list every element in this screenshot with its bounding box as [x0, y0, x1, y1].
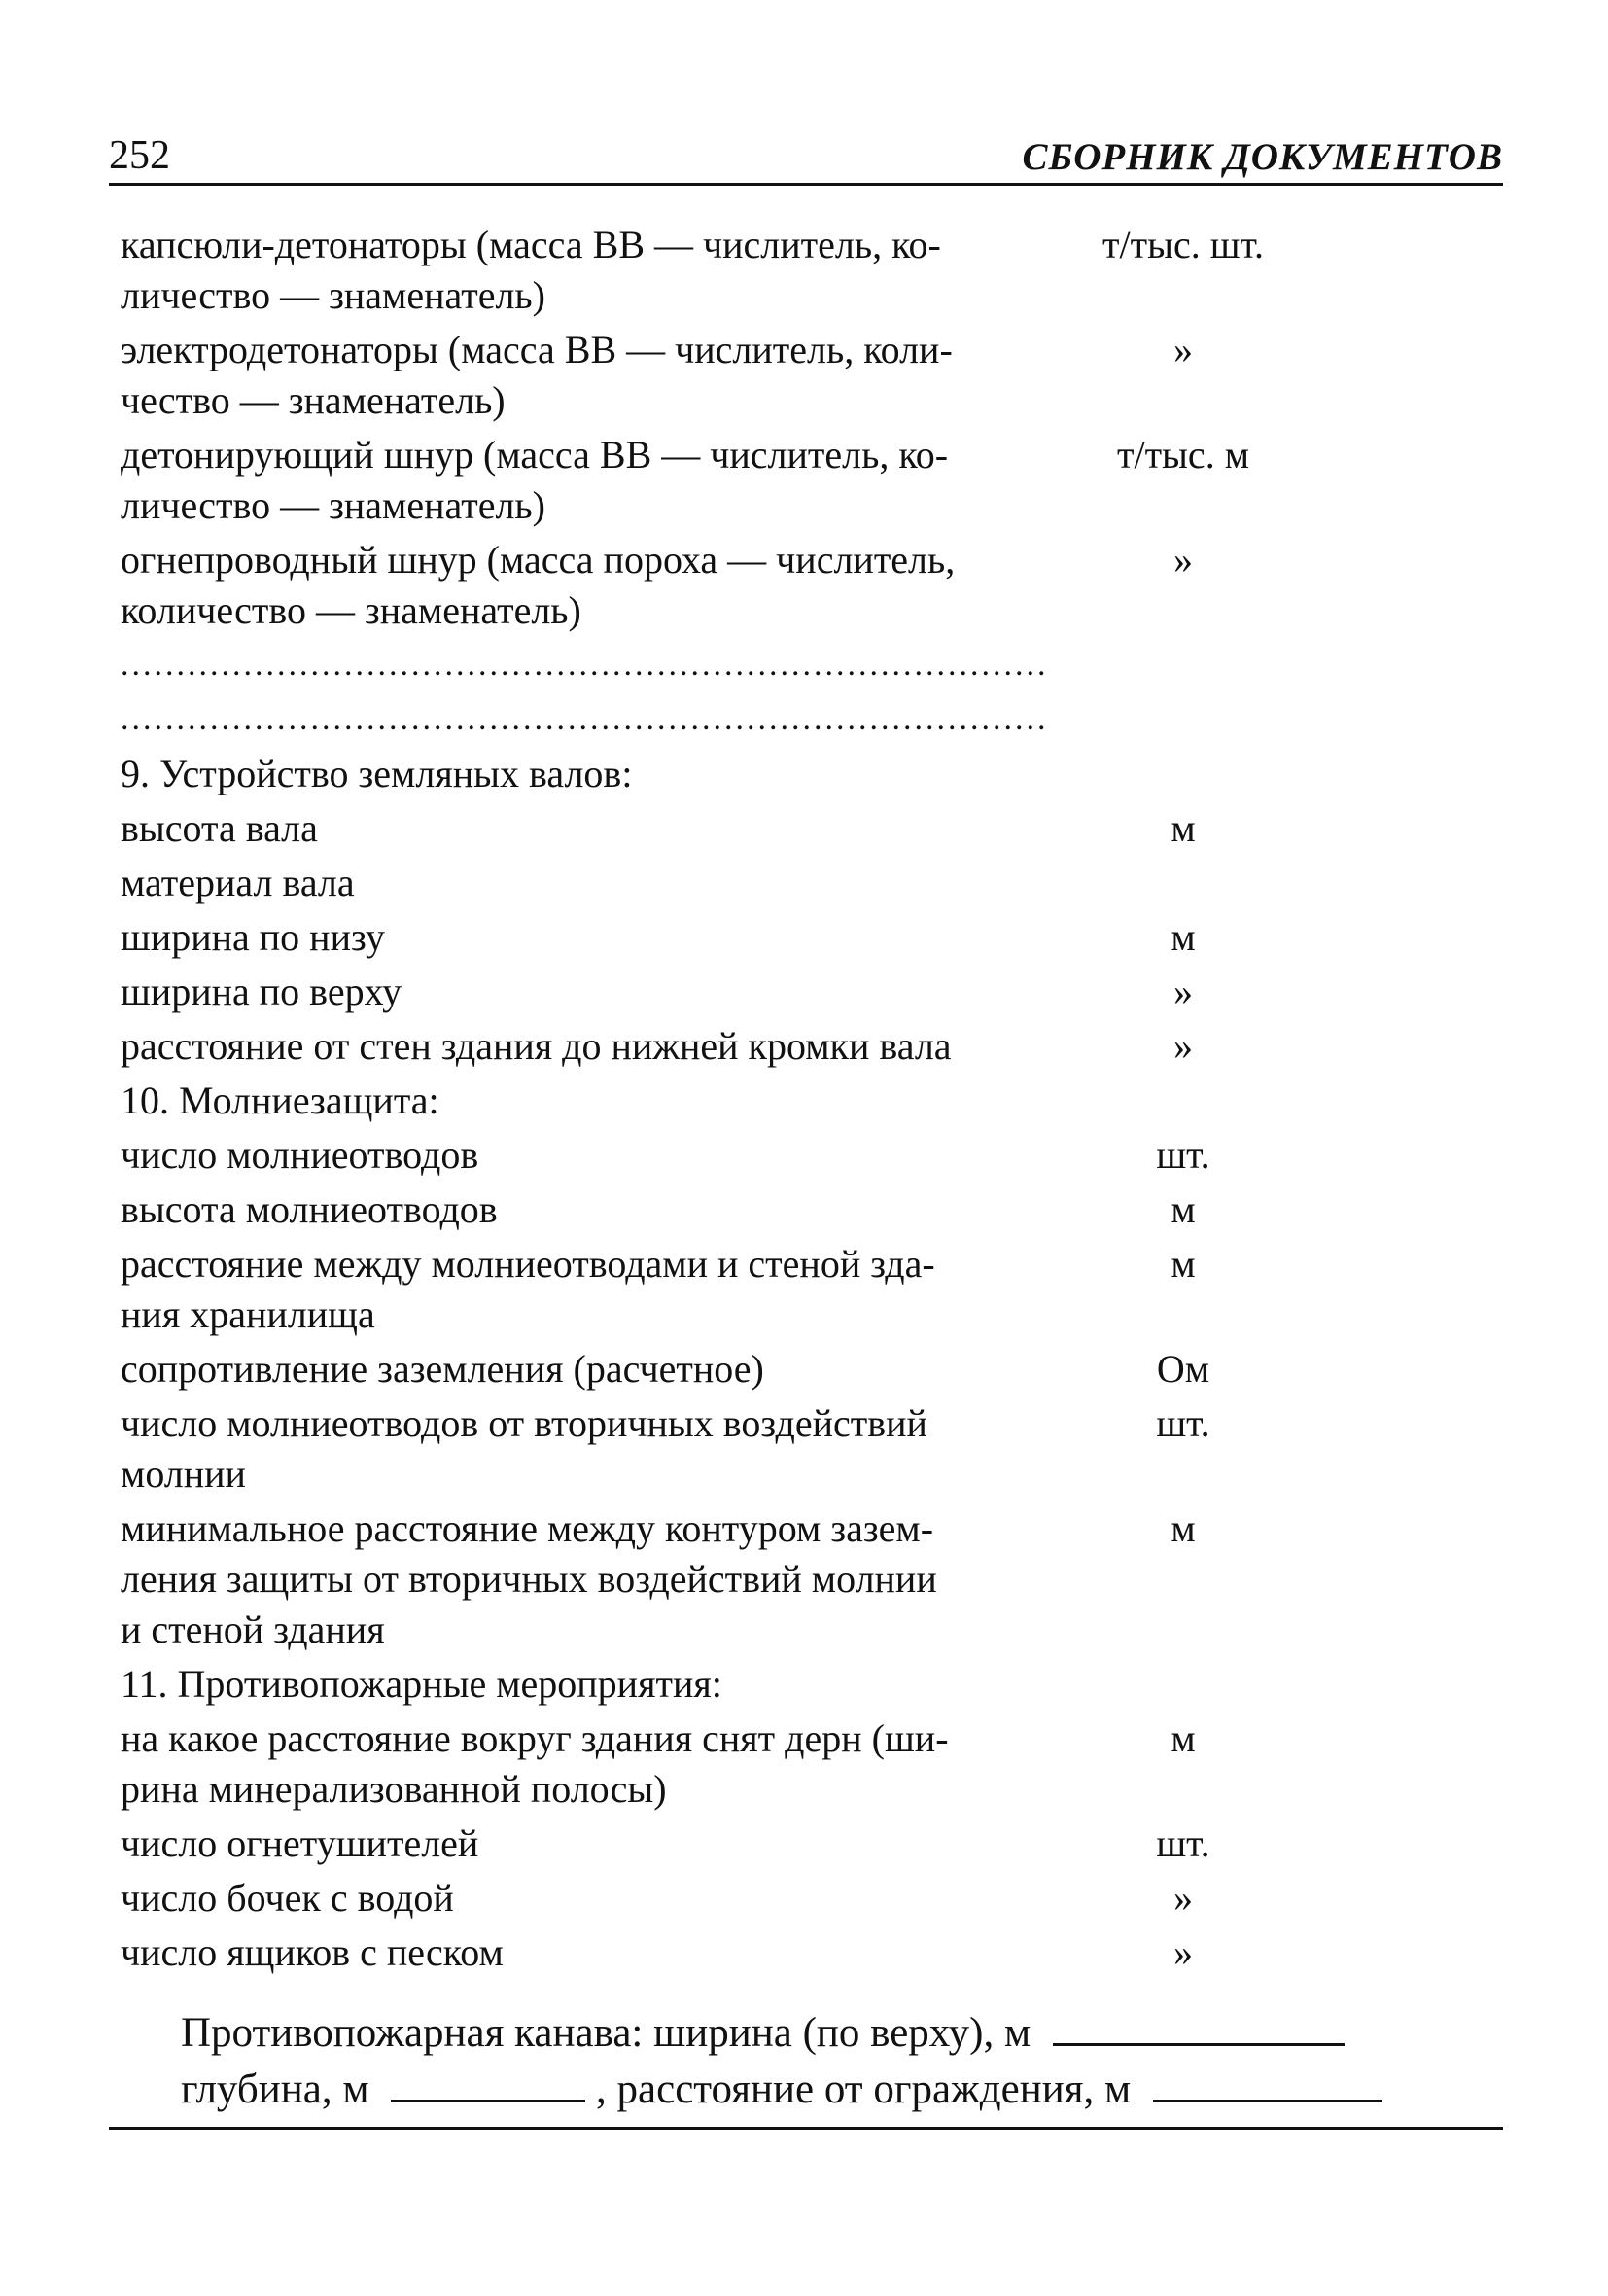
- form-row: [121, 1819, 1307, 1869]
- form-row: [121, 220, 1307, 321]
- form-row: [121, 803, 1307, 854]
- page-number: 252: [109, 133, 170, 178]
- row-unit: »: [1173, 1876, 1193, 1920]
- form-row: [121, 912, 1307, 963]
- row-label-line: материал вала: [121, 861, 355, 904]
- footer-rule: [109, 2127, 1503, 2130]
- row-label-line: сопротивление заземления (расчетное): [121, 1347, 764, 1391]
- row-label-line: число молниеотводов: [121, 1133, 479, 1177]
- row-label-line: детонирующий шнур (масса ВВ — числитель, ко-: [121, 433, 949, 477]
- form-row: [121, 967, 1307, 1017]
- row-label-line: число молниеотводов от вторичных воздействий: [121, 1401, 927, 1445]
- row-label-line: личество — знаменатель): [121, 273, 545, 317]
- row-label-line: расстояние от стен здания до нижней кромки вала: [121, 1024, 952, 1068]
- running-title: СБОРНИК ДОКУМЕНТОВ: [1022, 136, 1503, 178]
- row-label-line: личество — знаменатель): [121, 483, 545, 527]
- dotted-line-2: ...................................................................................: [121, 701, 1049, 737]
- form-row: [121, 1344, 1307, 1395]
- form-row: [121, 1239, 1307, 1340]
- row-label-line: рина минерализованной полосы): [121, 1767, 667, 1811]
- row-label-line: молнии: [121, 1452, 246, 1496]
- form-row: [121, 1659, 1307, 1710]
- rows-part1: [121, 220, 1307, 636]
- row-unit: шт.: [1156, 1401, 1210, 1445]
- form-line-2: [181, 2062, 1503, 2118]
- form-row: [121, 858, 1307, 908]
- row-unit: »: [1173, 1930, 1193, 1974]
- row-unit: »: [1173, 538, 1193, 582]
- form-row: [121, 1927, 1307, 1978]
- ditch-width-blank[interactable]: [1053, 2008, 1345, 2046]
- row-label-line: 9. Устройство земляных валов:: [121, 752, 633, 795]
- row-label-line: количество — знаменатель): [121, 588, 581, 632]
- row-label-line: ширина по верху: [121, 970, 402, 1013]
- row-label-line: число огнетушителей: [121, 1821, 479, 1865]
- row-unit: шт.: [1156, 1821, 1210, 1865]
- row-label-line: высота вала: [121, 806, 318, 850]
- row-unit: м: [1171, 1506, 1196, 1550]
- form-row: [121, 1398, 1307, 1500]
- row-label-line: капсюли-детонаторы (масса ВВ — числитель, ко-: [121, 223, 941, 266]
- row-unit: »: [1173, 328, 1193, 371]
- row-unit: м: [1171, 1716, 1196, 1760]
- row-label-line: 10. Молниезащита:: [121, 1078, 439, 1122]
- row-label-line: огнепроводный шнур (масса пороха — числитель,: [121, 538, 956, 582]
- row-unit: м: [1171, 1187, 1196, 1231]
- row-label-line: 11. Противопожарные мероприятия:: [121, 1662, 722, 1706]
- row-label-line: на какое расстояние вокруг здания снят дерн (ши-: [121, 1716, 949, 1760]
- ditch-depth-blank[interactable]: [391, 2065, 585, 2102]
- row-label-line: высота молниеотводов: [121, 1187, 498, 1231]
- row-unit: м: [1171, 1242, 1196, 1286]
- row-label-line: ширина по низу: [121, 915, 385, 959]
- fence-distance-blank[interactable]: [1153, 2065, 1382, 2102]
- row-unit: »: [1173, 1024, 1193, 1068]
- form-row: [121, 1503, 1307, 1655]
- form-row: [121, 1873, 1307, 1924]
- row-label-line: ления защиты от вторичных воздействий молнии: [121, 1557, 937, 1601]
- page-header: [109, 124, 1503, 186]
- row-unit: »: [1173, 970, 1193, 1013]
- ditch-width-label: Противопожарная канава: ширина (по верху), м: [181, 2010, 1031, 2056]
- rows-part2: [121, 749, 1307, 1978]
- form-row: [121, 1713, 1307, 1815]
- form-row: [121, 1021, 1307, 1072]
- row-label-line: число ящиков с песком: [121, 1930, 504, 1974]
- row-label-line: электродетонаторы (масса ВВ — числитель, коли-: [121, 328, 953, 371]
- row-unit: Ом: [1156, 1347, 1210, 1391]
- row-label-line: и стеной здания: [121, 1607, 385, 1651]
- row-unit: м: [1171, 915, 1196, 959]
- form-row: [121, 1184, 1307, 1235]
- row-unit: шт.: [1156, 1133, 1210, 1177]
- form-row: [121, 430, 1307, 531]
- row-unit: м: [1171, 806, 1196, 850]
- row-label-line: расстояние между молниеотводами и стеной зда-: [121, 1242, 935, 1286]
- dotted-line-1: ...................................................................................: [121, 647, 1049, 683]
- fence-distance-label: , расстояние от ограждения, м: [596, 2066, 1132, 2112]
- form-row: [121, 1130, 1307, 1181]
- fire-ditch-form: [181, 2005, 1503, 2118]
- form-row: [121, 1076, 1307, 1126]
- form-row: [121, 749, 1307, 799]
- row-label-line: чество — знаменатель): [121, 378, 506, 422]
- row-label-line: ния хранилища: [121, 1292, 375, 1336]
- row-label-line: минимальное расстояние между контуром зазем-: [121, 1506, 934, 1550]
- form-row: [121, 325, 1307, 426]
- row-unit: т/тыс. м: [1116, 433, 1249, 477]
- form-row: [121, 535, 1307, 636]
- form-rows: [121, 220, 1307, 1982]
- ditch-depth-label: глубина, м: [181, 2066, 369, 2112]
- form-line-1: [181, 2005, 1503, 2062]
- row-label-line: число бочек с водой: [121, 1876, 454, 1920]
- row-unit: т/тыс. шт.: [1102, 223, 1264, 266]
